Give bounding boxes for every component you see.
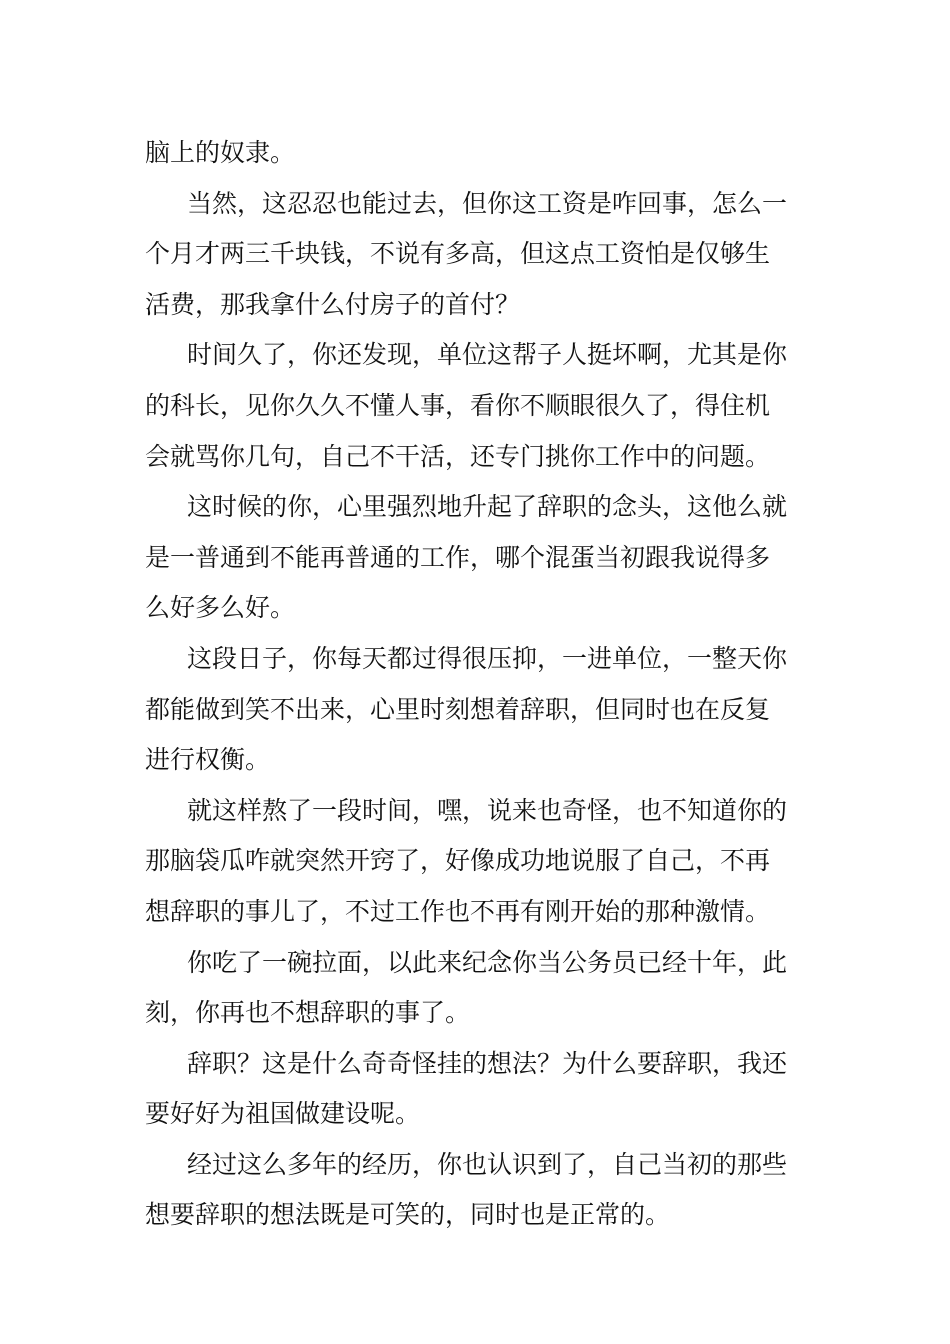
paragraph-first-line: 你吃了一碗拉面，以此来纪念你当公务员已经十年，此 bbox=[187, 947, 788, 977]
text-line: 进行权衡。 bbox=[145, 745, 271, 775]
text-line: 都能做到笑不出来，心里时刻想着辞职，但同时也在反复 bbox=[145, 694, 771, 724]
text-line: 个月才两三千块钱，不说有多高，但这点工资怕是仅够生 bbox=[145, 239, 771, 269]
text-line: 想辞职的事儿了，不过工作也不再有刚开始的那种激情。 bbox=[145, 896, 771, 926]
paragraph-first-line: 时间久了，你还发现，单位这帮子人挺坏啊，尤其是你 bbox=[187, 340, 788, 370]
paragraph-first-line: 当然，这忍忍也能过去，但你这工资是咋回事，怎么一 bbox=[187, 188, 788, 218]
text-line: 么好多么好。 bbox=[145, 593, 296, 623]
paragraph-first-line: 这时候的你，心里强烈地升起了辞职的念头，这他么就 bbox=[187, 492, 788, 522]
text-line: 要好好为祖国做建设呢。 bbox=[145, 1099, 421, 1129]
text-line: 是一普通到不能再普通的工作，哪个混蛋当初跟我说得多 bbox=[145, 542, 771, 572]
text-line: 刻，你再也不想辞职的事了。 bbox=[145, 998, 471, 1028]
body-text bbox=[145, 128, 810, 1241]
paragraph-first-line: 就这样熬了一段时间，嘿，说来也奇怪，也不知道你的 bbox=[187, 795, 788, 825]
paragraph-first-line: 这段日子，你每天都过得很压抑，一进单位，一整天你 bbox=[187, 643, 788, 673]
paragraph-first-line: 辞职？这是什么奇奇怪挂的想法？为什么要辞职，我还 bbox=[187, 1048, 788, 1078]
text-line: 的科长，见你久久不懂人事，看你不顺眼很久了，得住机 bbox=[145, 390, 771, 420]
text-line: 想要辞职的想法既是可笑的，同时也是正常的。 bbox=[145, 1200, 671, 1230]
text-line: 脑上的奴隶。 bbox=[145, 138, 296, 167]
text-line: 会就骂你几句，自己不干活，还专门挑你工作中的问题。 bbox=[145, 441, 771, 471]
paragraph-first-line: 经过这么多年的经历，你也认识到了，自己当初的那些 bbox=[187, 1149, 788, 1179]
text-line: 活费，那我拿什么付房子的首付？ bbox=[145, 289, 521, 319]
text-line: 那脑袋瓜咋就突然开窍了，好像成功地说服了自己，不再 bbox=[145, 846, 771, 876]
